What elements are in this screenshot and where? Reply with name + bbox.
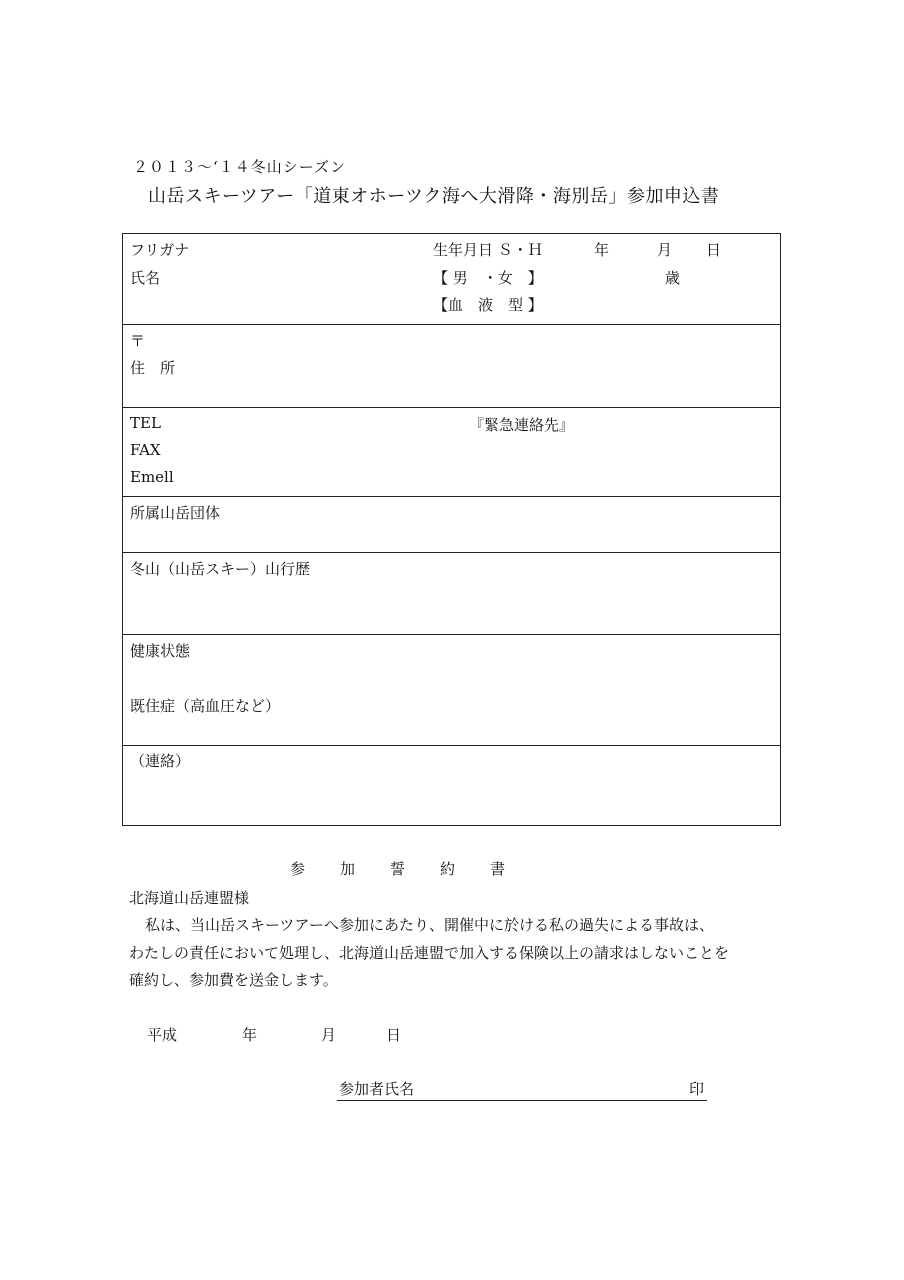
birthdate-label: 生年月日 Ｓ・Ｈ bbox=[433, 241, 543, 259]
pledge-addressee: 北海道山岳連盟様 bbox=[129, 889, 250, 907]
pledge-title-char: 書 bbox=[490, 860, 506, 878]
notes-row bbox=[123, 746, 780, 827]
tel-label: TEL bbox=[130, 414, 161, 432]
pledge-line-3: 確約し、参加費を送金します。 bbox=[129, 971, 338, 989]
health-label: 健康状態 bbox=[130, 642, 191, 660]
document-title: 山岳スキーツアー「道東オホーツク海へ大滑降・海別岳」参加申込書 bbox=[148, 186, 720, 207]
pledge-title-char: 誓 bbox=[390, 860, 406, 878]
date-month-label: 月 bbox=[321, 1026, 337, 1044]
email-label: Emell bbox=[130, 468, 174, 486]
date-year-label: 年 bbox=[242, 1026, 258, 1044]
club-label: 所属山岳団体 bbox=[130, 504, 221, 522]
pledge-title-char: 加 bbox=[340, 860, 356, 878]
history-label: 冬山（山岳スキー）山行歴 bbox=[130, 560, 311, 578]
participant-name-label: 参加者氏名 bbox=[339, 1080, 415, 1098]
name-row bbox=[123, 234, 780, 325]
club-row bbox=[123, 497, 780, 553]
birth-year-label: 年 bbox=[594, 241, 610, 259]
age-label: 歳 bbox=[665, 269, 681, 287]
postal-mark: 〒 bbox=[130, 332, 146, 350]
pledge-line-1: 私は、当山岳スキーツアーへ参加にあたり、開催中に於ける私の過失による事故は、 bbox=[145, 916, 714, 934]
birth-day-label: 日 bbox=[706, 241, 722, 259]
date-day-label: 日 bbox=[386, 1026, 402, 1044]
birth-month-label: 月 bbox=[657, 241, 673, 259]
pledge-line-2: わたしの責任において処理し、北海道山岳連盟で加入する保険以上の請求はしないことを bbox=[129, 944, 730, 962]
emergency-contact-label: 『緊急連絡先』 bbox=[469, 416, 575, 434]
signature-line bbox=[337, 1100, 707, 1101]
fax-label: FAX bbox=[130, 441, 161, 459]
address-label: 住 所 bbox=[130, 359, 176, 377]
pledge-title-char: 約 bbox=[440, 860, 456, 878]
application-form bbox=[122, 233, 781, 826]
blood-type-label: 【血 液 型 】 bbox=[433, 296, 543, 314]
pledge-title bbox=[290, 858, 540, 879]
notes-label: （連絡） bbox=[130, 752, 191, 770]
name-label: 氏名 bbox=[130, 269, 161, 287]
medical-history-label: 既住症（高血圧など） bbox=[130, 697, 281, 715]
history-row bbox=[123, 553, 780, 635]
pledge-title-char: 参 bbox=[290, 860, 306, 878]
season-label: ２０１３～‘１４冬山シーズン bbox=[133, 158, 347, 176]
address-row bbox=[123, 325, 780, 408]
gender-label: 【 男 ・女 】 bbox=[433, 269, 543, 287]
date-era-label: 平成 bbox=[147, 1026, 178, 1044]
contact-row bbox=[123, 408, 780, 497]
seal-label: 印 bbox=[689, 1080, 705, 1098]
health-row bbox=[123, 635, 780, 746]
furigana-label: フリガナ bbox=[130, 241, 190, 259]
